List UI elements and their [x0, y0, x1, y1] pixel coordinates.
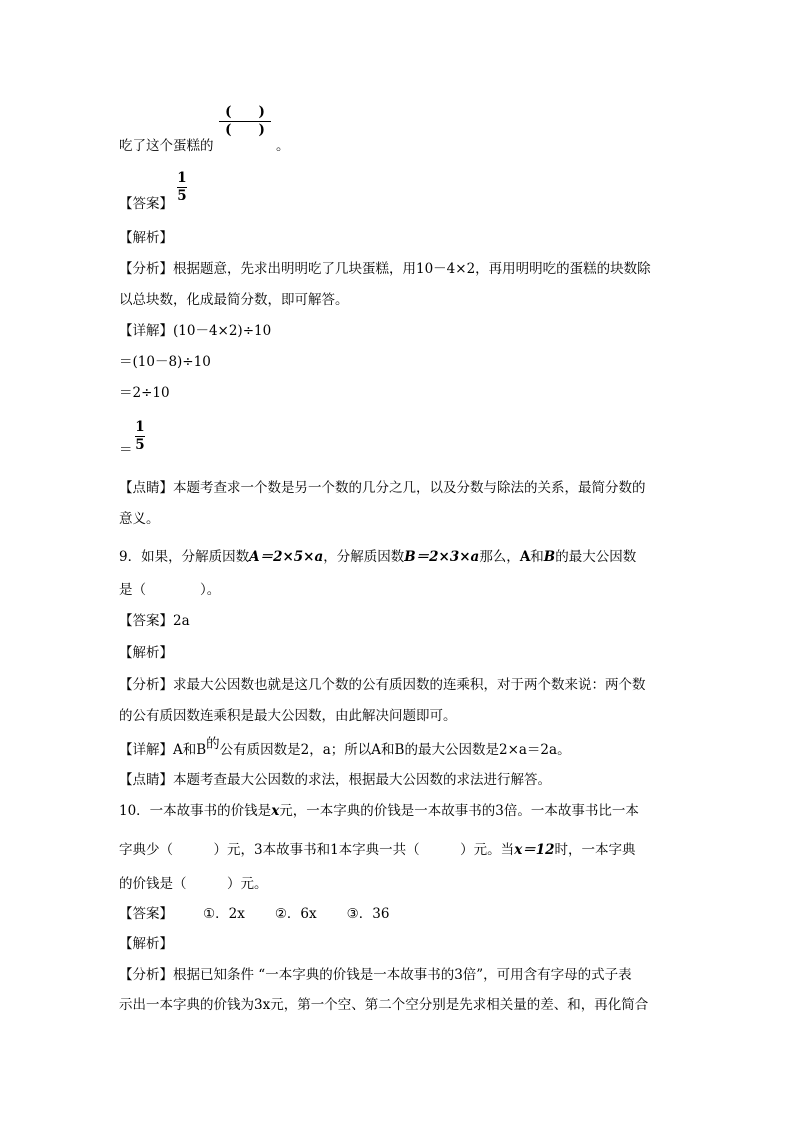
q8-xiangjie: 【详解】(10－4×2)÷10 [119, 323, 272, 339]
answer-label: 【答案】 [119, 196, 173, 212]
q10-stem-line-2: 字典少（ ）元，3本故事书和1本字典一共（ ）元。当x＝12时，一本字典 [119, 842, 636, 858]
dianjing-label: 【点睛】 [119, 772, 173, 788]
q8-fenxi-2: 以总块数，化成最简分数，即可解答。 [119, 292, 349, 308]
q8-blank-fraction [219, 104, 271, 139]
q9-xiangjie: 【详解】A和B的公有质因数是2，a；所以A和B的最大公因数是2×a＝2a。 [119, 736, 571, 758]
q9-fenxi-2: 的公有质因数连乘积是最大公因数，由此解决问题即可。 [119, 708, 457, 724]
fenxi-label: 【分析】 [119, 677, 173, 693]
xiangjie-label: 【详解】 [119, 323, 173, 339]
answer-label: 【答案】 [119, 906, 173, 922]
formula-b: B＝2×3×a [404, 549, 480, 565]
q10-fenxi-1: 【分析】根据已知条件 “一本字典的价钱是一本故事书的3倍”，可用含有字母的式子表 [119, 967, 632, 983]
q8-answer-fraction: 1 5 [177, 170, 187, 204]
q8-fenxi-1: 【分析】根据题意，先求出明明吃了几块蛋糕，用10－4×2，再用明明吃的蛋糕的块数除 [119, 261, 651, 277]
q9-fenxi-1: 【分析】求最大公因数也就是这几个数的公有质因数的连乘积，对于两个数来说：两个数 [119, 677, 646, 693]
q10-stem-line-3: 的价钱是（ ）元。 [119, 876, 268, 892]
q8-stem-end: 。 [276, 138, 290, 154]
q9-jiexi: 【解析】 [119, 645, 173, 661]
q10-stem-line-1: 10．一本故事书的价钱是x元，一本字典的价钱是一本故事书的3倍。一本故事书比一本 [119, 803, 639, 819]
answer-label: 【答案】 [119, 613, 173, 629]
q8-jiexi: 【解析】 [119, 230, 173, 246]
fenxi-label: 【分析】 [119, 967, 173, 983]
q8-step-4-fraction: 1 5 [135, 419, 145, 453]
fenxi-label: 【分析】 [119, 261, 173, 277]
q8-dianjing-1: 【点睛】本题考查求一个数是另一个数的几分之几，以及分数与除法的关系，最简分数的 [119, 480, 646, 496]
q8-dianjing-2: 意义。 [119, 511, 160, 527]
variable-x: x [271, 803, 280, 819]
xiangjie-label: 【详解】 [119, 742, 173, 758]
q9-answer: 【答案】2a [119, 613, 190, 629]
q8-step-2: ＝(10－8)÷10 [119, 354, 211, 370]
q8-stem [119, 136, 214, 156]
q10-jiexi: 【解析】 [119, 936, 173, 952]
fraction-denominator: ( ) [225, 122, 265, 138]
q10-fenxi-2: 示出一本字典的价钱为3x元，第一个空、第二个空分别是先求相关量的差、和，再化简合 [119, 997, 649, 1013]
q10-answer: 【答案】 ①．2x ②．6x ③．36 [119, 906, 390, 922]
fraction-numerator: ( ) [225, 104, 265, 120]
formula-a: A＝2×5×a [249, 549, 324, 565]
q8-step-3: ＝2÷10 [119, 385, 170, 401]
q8-answer [119, 194, 173, 214]
dianjing-label: 【点睛】 [119, 480, 173, 496]
q9-dianjing: 【点睛】本题考查最大公因数的求法，根据最大公因数的求法进行解答。 [119, 772, 551, 788]
q8-step-4: ＝ [119, 442, 133, 458]
q9-stem-line-2: 是（ ）。 [119, 582, 221, 598]
q8-stem-text: 吃了这个蛋糕的 [119, 138, 214, 154]
q9-stem-line-1: 9．如果，分解质因数A＝2×5×a，分解质因数B＝2×3×a那么，A和B的最大公因数 [119, 549, 637, 565]
formula-x: x＝12 [514, 842, 555, 858]
